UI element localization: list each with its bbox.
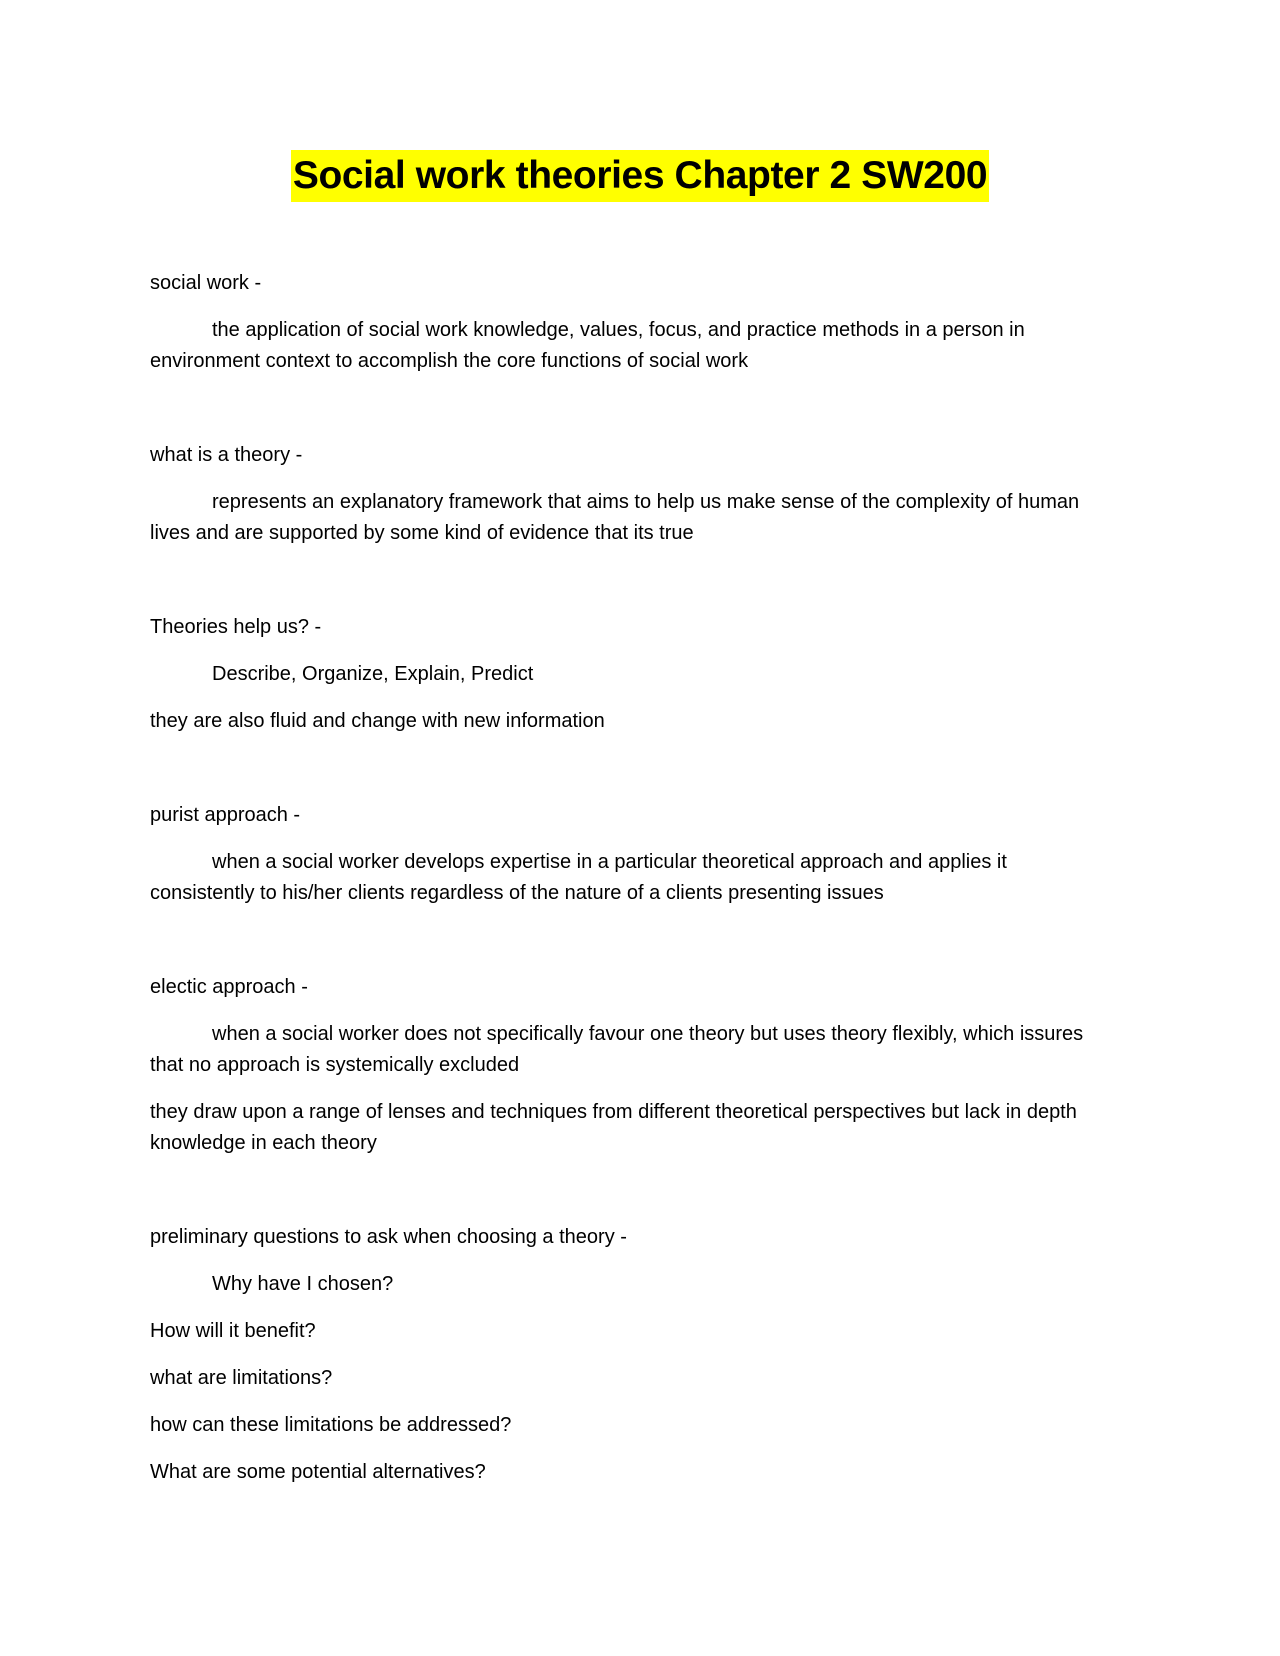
entry-social-work [150,268,1090,377]
title-container [0,150,1280,202]
entry-term: what is a theory - [150,444,303,466]
document-title: Social work theories Chapter 2 SW200 [291,150,989,202]
question-item: Why have I chosen? [212,1273,394,1295]
entry-purist-approach [150,800,1090,909]
entry-electic-approach [150,972,1090,1159]
entry-term: social work - [150,272,262,294]
entry-term: electic approach - [150,976,308,998]
question-item: What are some potential alternatives? [150,1461,486,1483]
entry-theories-help-us [150,612,1090,737]
entry-what-is-a-theory [150,440,1090,549]
question-item: How will it benefit? [150,1320,316,1342]
entry-definition: when a social worker develops expertise in a particular theoretical approach and applies it consistently to his/her clients regardless of the nature of a clients presenting issues [150,851,1007,904]
document-body [150,268,1090,1488]
entry-term: Theories help us? - [150,616,322,638]
entry-definition-continued: they draw upon a range of lenses and techniques from different theoretical perspectives but lack in depth knowledge in each theory [150,1101,1077,1154]
entry-preliminary-questions [150,1222,1090,1488]
entry-definition: the application of social work knowledge, values, focus, and practice methods in a person in environment context to accomplish the core functions of social work [150,319,1025,372]
entry-term: preliminary questions to ask when choosing a theory - [150,1226,627,1248]
question-item: what are limitations? [150,1367,333,1389]
entry-definition: Describe, Organize, Explain, Predict [212,663,534,685]
entry-term: purist approach - [150,804,301,826]
question-item: how can these limitations be addressed? [150,1414,512,1436]
entry-definition: when a social worker does not specifically favour one theory but uses theory flexibly, which issures that no approach is systemically excluded [150,1023,1084,1076]
entry-definition: represents an explanatory framework that aims to help us make sense of the complexity of human lives and are supported by some kind of evidence that its true [150,491,1080,544]
entry-definition-continued: they are also fluid and change with new information [150,710,605,732]
